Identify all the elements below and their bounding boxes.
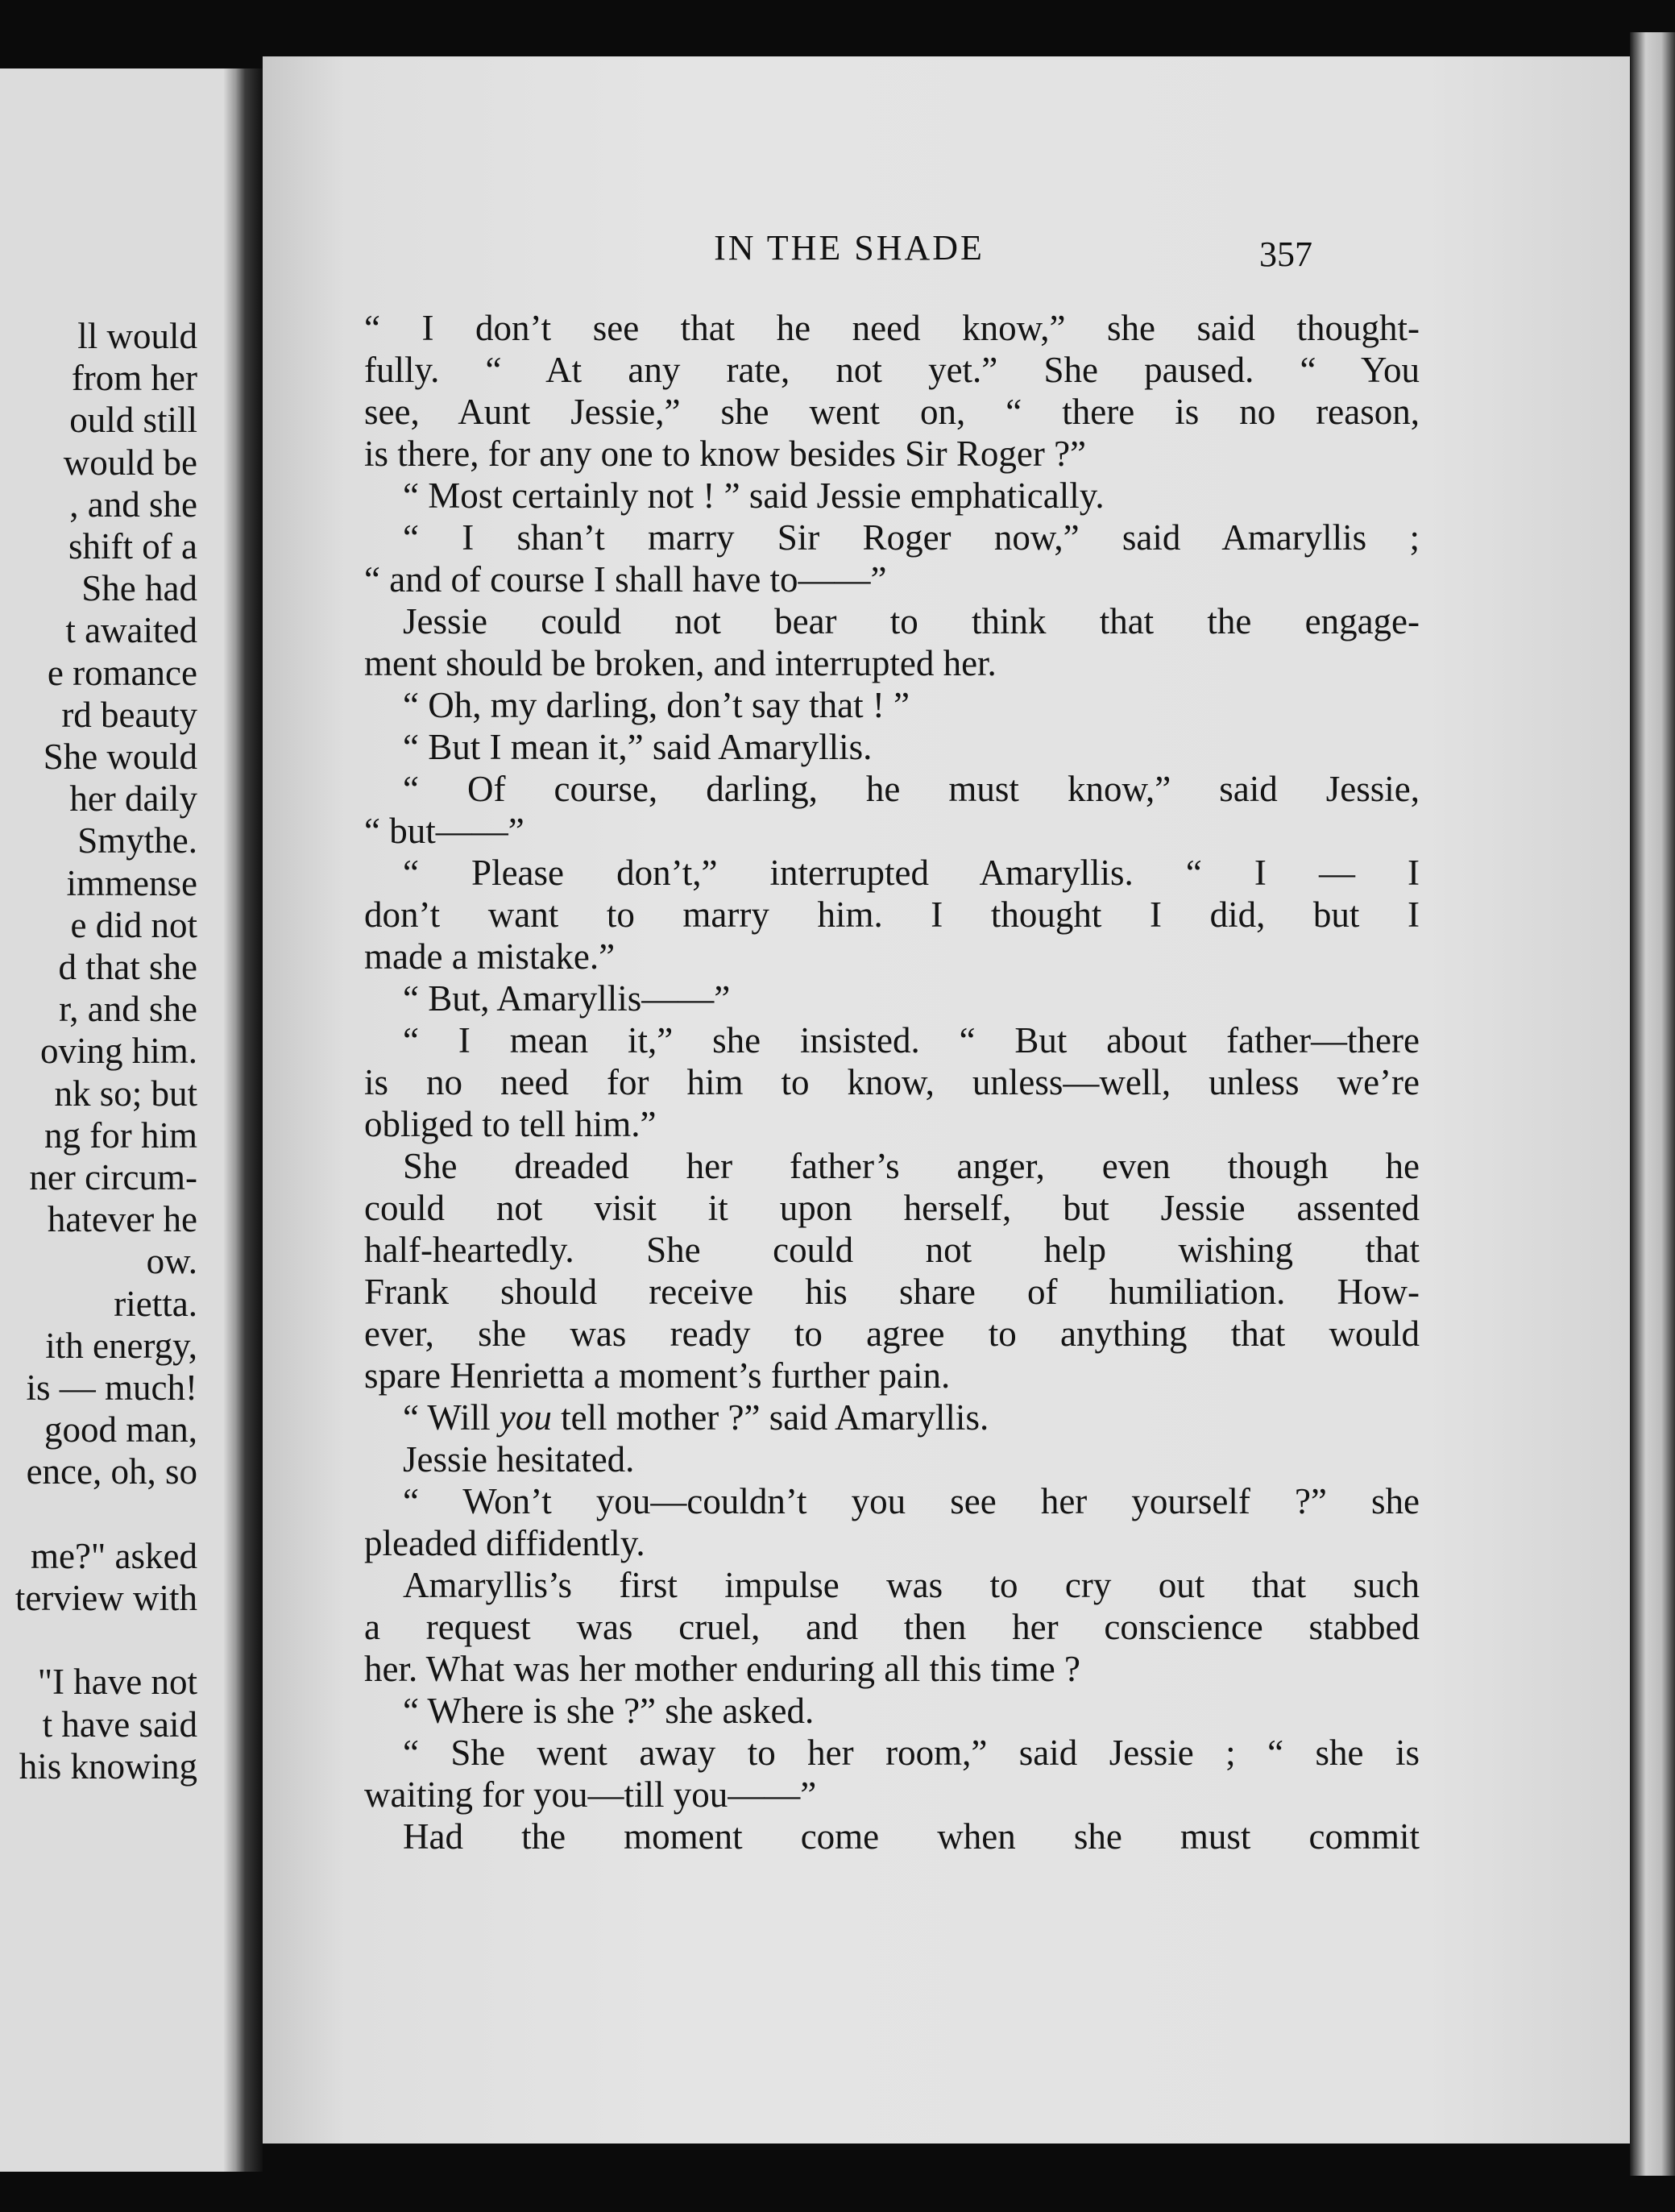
italic-emphasis: you — [499, 1397, 552, 1438]
text-line: Frank should receive his share of humiliation. How- — [364, 1272, 1420, 1312]
text-line: She dreaded her father’s anger, even though he — [403, 1146, 1420, 1186]
text-segment: “ Will — [403, 1397, 491, 1438]
left-page-text-line: e romance — [47, 652, 197, 693]
running-head: IN THE SHADE — [714, 228, 985, 268]
left-page-text-line: his knowing — [19, 1745, 197, 1787]
left-page-text-line: from her — [71, 358, 197, 399]
text-line: ment should be broken, and interrupted her. — [364, 643, 997, 683]
text-line: half-heartedly. She could not help wishing that — [364, 1230, 1420, 1270]
text-line: is no need for him to know, unless—well, unless we’re — [364, 1062, 1420, 1102]
text-line: ever, she was ready to agree to anything that would — [364, 1314, 1420, 1354]
text-line: could not visit it upon herself, but Jessie assented — [364, 1188, 1420, 1228]
left-page-text-line: e did not — [70, 904, 197, 945]
left-page-text-line: hatever he — [47, 1199, 197, 1240]
left-page-text-line: terview with — [15, 1578, 197, 1618]
left-page-text-line: "I have not — [37, 1662, 197, 1703]
text-line: “ But, Amaryllis——” — [403, 978, 731, 1019]
text-line: Jessie could not bear to think that the engage- — [403, 601, 1420, 641]
text-line: “ She went away to her room,” said Jessie ; “ she is — [403, 1733, 1420, 1773]
left-page — [0, 68, 224, 2172]
page-number: 357 — [1259, 234, 1312, 274]
left-page-text-line: , and she — [69, 483, 197, 525]
text-line: a request was cruel, and then her conscience stabbed — [364, 1607, 1420, 1647]
text-line: her. What was her mother enduring all this time ? — [364, 1649, 1080, 1689]
left-page-text-column — [0, 68, 197, 2172]
left-page-text-line: r, and she — [59, 989, 197, 1030]
text-line: don’t want to marry him. I thought I did, but I — [364, 894, 1420, 935]
text-line: “ and of course I shall have to——” — [364, 559, 887, 600]
left-page-text-line: her daily — [69, 778, 197, 820]
book-gutter — [224, 68, 263, 2172]
text-segment: tell mother ?” said Amaryllis. — [551, 1397, 989, 1438]
text-line: “ Where is she ?” she asked. — [403, 1691, 815, 1731]
left-page-text-line: t awaited — [65, 610, 197, 651]
text-line: waiting for you—till you——” — [364, 1774, 817, 1815]
left-page-text-line: ng for him — [44, 1114, 197, 1156]
left-page-text-line: nk so; but — [54, 1073, 197, 1114]
text-line: Had the moment come when she must commit — [403, 1816, 1420, 1857]
text-line: “ Of course, darling, he must know,” said Jessie, — [403, 769, 1420, 809]
right-page — [263, 56, 1630, 2144]
left-page-text-line: ner circum- — [29, 1157, 197, 1197]
text-line: pleaded diffidently. — [364, 1523, 645, 1563]
left-page-text-line: would be — [63, 442, 197, 483]
text-line-with-italic — [364, 1397, 1420, 1438]
text-line: “ But I mean it,” said Amaryllis. — [403, 727, 873, 767]
left-page-text-line: rietta. — [114, 1283, 197, 1324]
text-line: “ I shan’t marry Sir Roger now,” said Amaryllis ; — [403, 517, 1420, 558]
left-page-text-line: shift of a — [68, 526, 197, 566]
text-line: “ Won’t you—couldn’t you see her yourself ?” she — [403, 1481, 1420, 1521]
page-header — [263, 227, 1630, 276]
text-line: Jessie hesitated. — [403, 1439, 635, 1480]
left-page-text-line: me?" asked — [30, 1535, 197, 1576]
text-line: is there, for any one to know besides Sir Roger ?” — [364, 434, 1087, 474]
left-page-text-line: ith energy, — [45, 1325, 197, 1366]
left-page-text-line: ow. — [146, 1241, 197, 1282]
text-line: fully. “ At any rate, not yet.” She paused. “ You — [364, 350, 1420, 390]
left-page-text-line: d that she — [58, 947, 197, 987]
left-page-text-line: She had — [81, 568, 197, 609]
page-edge — [1630, 32, 1675, 2176]
left-page-text-line: Smythe. — [77, 820, 197, 861]
left-page-text-line: ll would — [77, 316, 197, 356]
text-line: “ but——” — [364, 811, 524, 851]
body-text — [364, 307, 1420, 1857]
left-page-text-line: oving him. — [39, 1031, 197, 1072]
text-line: “ I don’t see that he need know,” she said thought- — [364, 308, 1420, 348]
left-page-text-line: ould still — [69, 400, 197, 441]
text-line: obliged to tell him.” — [364, 1104, 657, 1144]
text-line: “ Please don’t,” interrupted Amaryllis. “ I — I — [403, 853, 1420, 893]
left-page-text-line: is — much! — [26, 1367, 197, 1408]
left-page-text-line: t have said — [42, 1704, 197, 1745]
text-line: “ I mean it,” she insisted. “ But about father—there — [403, 1020, 1420, 1060]
left-page-text-line: good man, — [44, 1409, 197, 1450]
left-page-text-line: immense — [66, 862, 197, 903]
text-line: see, Aunt Jessie,” she went on, “ there is no reason, — [364, 392, 1420, 432]
text-line: Amaryllis’s first impulse was to cry out that such — [403, 1565, 1420, 1605]
text-line: spare Henrietta a moment’s further pain. — [364, 1355, 951, 1396]
left-page-text-line: rd beauty — [61, 694, 197, 735]
left-page-text-line: She would — [43, 737, 197, 777]
text-line: “ Oh, my darling, don’t say that ! ” — [403, 685, 910, 725]
text-line: made a mistake.” — [364, 936, 616, 977]
text-line: “ Most certainly not ! ” said Jessie emphatically. — [403, 475, 1105, 516]
left-page-text-line: ence, oh, so — [26, 1451, 197, 1492]
